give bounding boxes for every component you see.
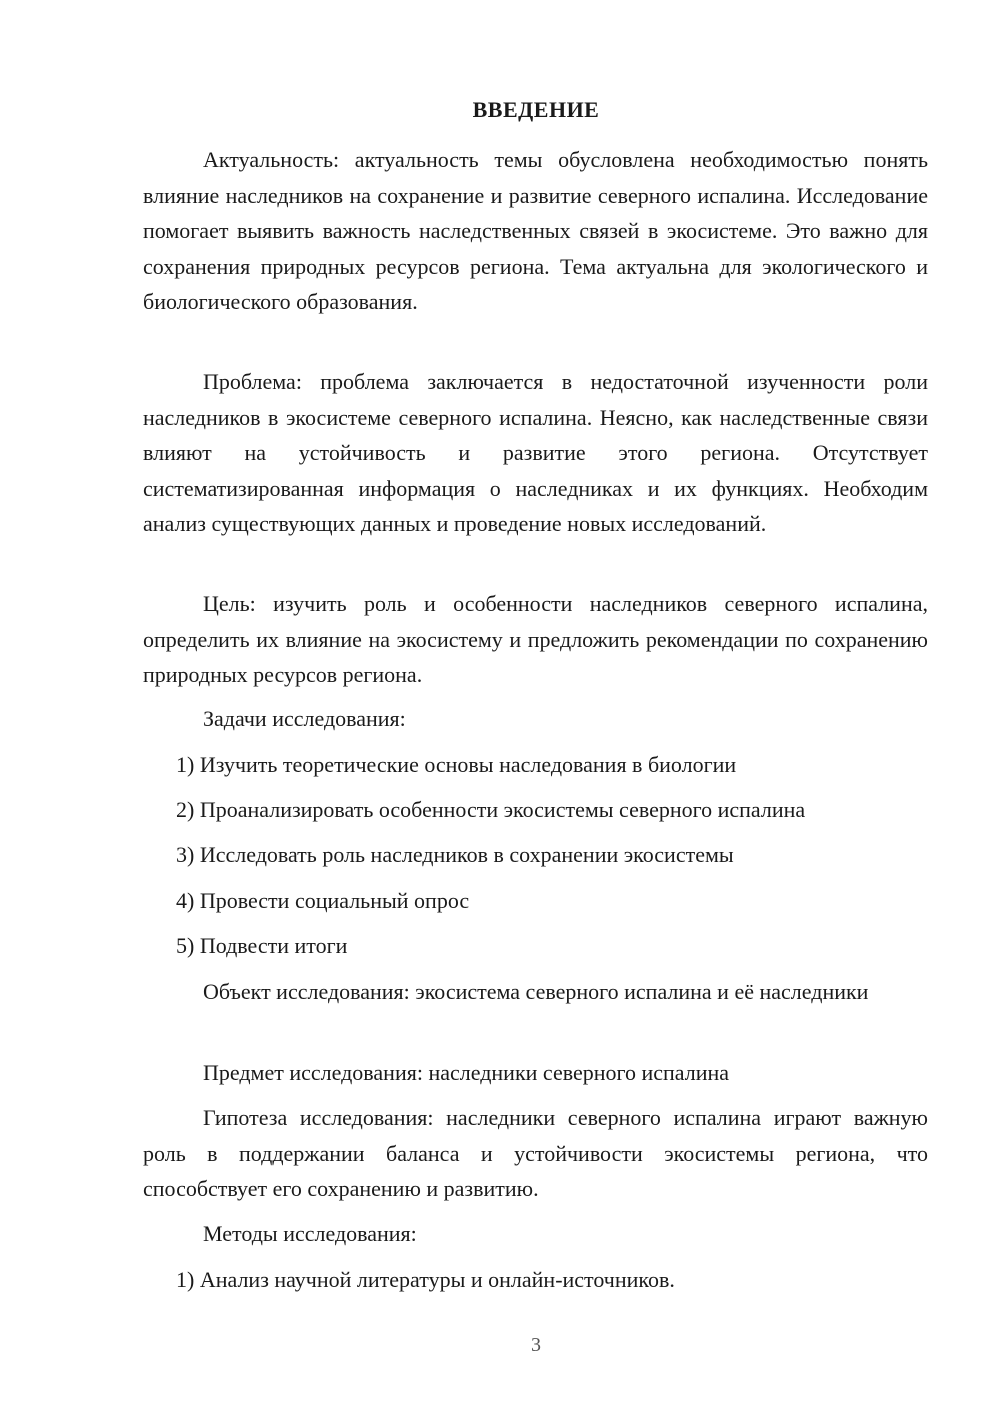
task-item-wrapper-3 [143, 837, 928, 873]
task-item-wrapper-4 [143, 883, 928, 919]
task-item-wrapper-2 [143, 792, 928, 828]
methods-section [143, 1216, 928, 1252]
subject-section [143, 1055, 928, 1091]
tasks-section [143, 701, 928, 737]
tasks-heading: Задачи исследования: [203, 706, 406, 731]
task-item: 4) Провести социальный опрос [176, 888, 470, 913]
object-section [143, 974, 928, 1010]
task-item-wrapper-5 [143, 928, 928, 964]
page-title: ВВЕДЕНИЕ [472, 97, 600, 122]
method-item: 1) Анализ научной литературы и онлайн-источников. [176, 1267, 675, 1292]
task-item: 3) Исследовать роль наследников в сохранении экосистемы [176, 842, 734, 867]
subject-paragraph: Предмет исследования: наследники северного испалина [203, 1060, 730, 1085]
page-number: 3 [531, 1334, 541, 1356]
hypothesis-paragraph: Гипотеза исследования: наследники северного испалина играют важную роль в поддержании баланса и устойчивости экосистемы региона, что способствует его сохранению и развитию. [143, 1105, 928, 1201]
relevance-section [143, 142, 928, 320]
methods-heading: Методы исследования: [203, 1221, 417, 1246]
relevance-paragraph: Актуальность: актуальность темы обусловлена необходимостью понять влияние наследников на сохранение и развитие северного испалина. Исследование помогает выявить важность наследственных связей в экосистеме. Это важно для сохранения природных ресурсов региона. Тема актуальна для экологического и биологического образования. [143, 147, 928, 314]
task-item: 2) Проанализировать особенности экосистемы северного испалина [176, 797, 806, 822]
task-item: 1) Изучить теоретические основы наследования в биологии [176, 752, 737, 777]
goal-section [143, 586, 928, 693]
task-item-wrapper-1 [143, 747, 928, 783]
object-paragraph: Объект исследования: экосистема северного испалина и её наследники [203, 979, 869, 1004]
method-item-wrapper-1 [143, 1262, 928, 1298]
goal-paragraph: Цель: изучить роль и особенности наследников северного испалина, определить их влияние на экосистему и предложить рекомендации по сохранению природных ресурсов региона. [143, 591, 928, 687]
problem-section [143, 364, 928, 542]
hypothesis-section [143, 1100, 928, 1207]
task-item: 5) Подвести итоги [176, 933, 348, 958]
problem-paragraph: Проблема: проблема заключается в недостаточной изученности роли наследников в экосистеме северного испалина. Неясно, как наследственные связи влияют на устойчивость и развитие этого региона. Отсутствует систематизированная информация о наследниках и их функциях. Необходим анализ существующих данных и проведение новых исследований. [143, 369, 928, 536]
